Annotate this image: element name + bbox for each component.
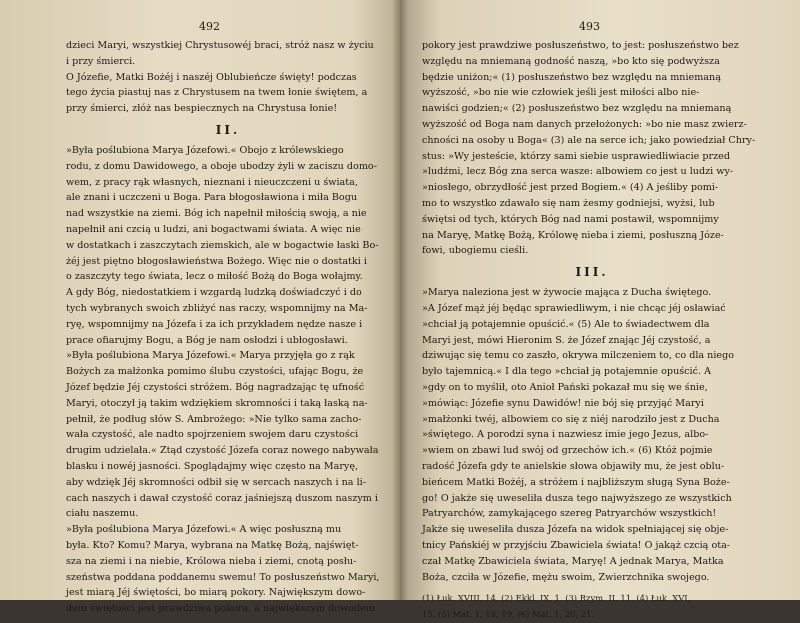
text-line: blasku i nowéj jasności. Spoglądajmy więc często na Maryę, [66, 460, 359, 472]
text-line: wała czystość, ale nadto spojrzeniem swojem daru czystości [66, 429, 359, 441]
text-line: nad wszystkie na ziemi. Bóg ich napełnił miłością swoją, a nie [66, 208, 367, 220]
text-line: ciału naszemu. [66, 508, 139, 520]
page-number: 493 [579, 20, 600, 33]
text-line: będzie uniżon;« (1) posłuszeństwo bez względu na mniemaną [422, 71, 721, 83]
text-line: wyższość, »bo nie wie człowiek jeśli jest miłości albo nie- [422, 87, 700, 99]
text-line: Boża, czciła w Józefie, mężu swoim, Zwierzchnika swojego. [422, 571, 710, 583]
text-line: o zaszczyty tego świata, lecz o miłość Bożą do Boga wołajmy. [66, 271, 363, 283]
text-line: »niosłego, obrzydłość jest przed Bogiem.« (4) A jeśliby pomi- [422, 182, 719, 194]
section-heading: II. [215, 122, 241, 137]
text-line: bieńcem Matki Bożéj, a stróżem i najbliższym sługą Syna Boże- [422, 476, 730, 488]
text-line: O Józefie, Matki Bożéj i naszéj Oblubieńcze święty! podczas [66, 71, 357, 83]
text-line: i przy śmierci. [66, 55, 136, 67]
text-line: dem świętości jest prawdziwa pokora, a największym dowodem [66, 603, 375, 615]
text-line: go! O jakże się uweseliła dusza tego najwyższego ze wszystkich [422, 492, 732, 504]
text-line: aby wdzięk Jéj skromności odbił się w sercach naszych i na li- [66, 476, 366, 488]
text-line: rodu, z domu Dawidowego, a oboje ubodzy żyli w zaciszu domo- [66, 160, 377, 172]
text-line: dziwując się temu co zaszło, okrywa milczeniem to, co dla niego [422, 350, 735, 362]
text-line: Bożych za małżonka pomimo ślubu czystości, ufając Bogu, że [66, 366, 364, 378]
text-line: Jakże się uweseliła dusza Józefa na widok spełniającej się obje- [422, 524, 729, 536]
text-line: »małżonki twéj, albowiem co się z niéj narodziło jest z Ducha [422, 413, 720, 425]
text-line: Maryi, otoczył ją takim wdziękiem skromności i taką łaską na- [66, 397, 368, 409]
left-page [0, 0, 400, 615]
text-line: żéj jest piętno błogosławieństwa Bożego. Więc nie o dostatki i [66, 255, 367, 267]
text-line: nawiści godzien;« (2) posłuszeństwo bez względu na mniemaną [422, 103, 732, 115]
text-line: »ludźmi, lecz Bóg zna serca wasze: albowiem co jest u ludzi wy- [422, 166, 734, 178]
text-line: napełnił ani czcią u ludzi, ani bogactwami świata. A więc nie [66, 223, 361, 235]
text-line: szeństwa poddana poddanemu swemu! To posłuszeństwo Maryi, [66, 571, 380, 583]
text-line: stus: »Wy jesteście, którzy sami siebie usprawiedliwiacie przed [422, 150, 730, 162]
text-line: dzieci Maryi, wszystkiej Chrystusowéj braci, stróż nasz w życiu [66, 40, 374, 51]
text-line: »gdy on to myślił, oto Anioł Pański pokazał mu się we śnie, [422, 381, 708, 393]
text-line: cach naszych i dawał czystość coraz jaśniejszą duszom naszym i [66, 492, 378, 504]
text-line: względu na mniemaną godność naszą, »bo kto się podwyższa [422, 55, 720, 67]
page-number: 492 [199, 20, 220, 33]
text-line: ale znani i uczczeni u Boga. Para błogosławiona i miła Bogu [66, 192, 358, 204]
text-line: A gdy Bóg, niedostatkiem i wzgardą ludzką doświadczyć i do [66, 287, 362, 299]
text-line: była. Kto? Komu? Marya, wybrana na Matkę Bożą, najświęt- [66, 539, 359, 551]
text-line: tych wybranych swoich zbliżyć nas raczy, wspomnijmy na Ma- [66, 302, 368, 314]
text-line: »Była poślubiona Marya Józefowi.« Marya przyjęła go z rąk [66, 350, 355, 362]
text-line: radość Józefa gdy te anielskie słowa objawiły mu, że jest oblu- [422, 460, 725, 472]
text-line: Józef będzie Jéj czystości stróżem. Bóg nagradzając tę ufność [66, 381, 365, 393]
text-line: »Marya naleziona jest w żywocie mająca z Ducha świętego. [422, 287, 712, 299]
page-text [66, 38, 390, 617]
text-line: chności na osoby u Boga« (3) ale na serce ich; jako powiedział Chry- [422, 134, 756, 146]
text-line: fowi, ubogiemu cieśli. [422, 245, 529, 257]
text-line: Maryi jest, mówi Hieronim S. że Józef znając Jéj czystość, a [422, 334, 711, 346]
footnote-line: 15. (5) Mat. 1, 18, 19. (6) Mat. 1, 20, 21. [422, 609, 595, 620]
footnote-line: (1) Łuk. XVIII, 14. (2) Ekkl. IX, 1. (3) Rzym. II, 11. (4) Łuk. XVI, [422, 593, 691, 604]
text-line: świętsi od tych, których Bóg nad nami postawił, wspomnijmy [422, 213, 719, 225]
text-line: drugim udzielała.« Ztąd czystość Józefa coraz nowego nabywała [66, 445, 379, 457]
text-line: czał Matkę Zbawiciela świata, Maryę! A jednak Marya, Matka [422, 555, 724, 567]
text-line: w dostatkach i zaszczytach ziemskich, ale w bogactwie łaski Bo- [66, 239, 379, 251]
text-line: Patryarchów, zamykającego szereg Patryarchów wszystkich! [422, 508, 717, 520]
text-line: ryę, wspomnijmy na Józefa i za ich przykładem nędze nasze i [66, 318, 363, 330]
right-page [400, 0, 800, 620]
text-line: pełnił, że podług słów S. Ambrożego: »Nie tylko sama zacho- [66, 413, 362, 425]
text-line: tnicy Pańskiéj w przyjściu Zbawiciela świata! O jakąż czcią ota- [422, 539, 731, 551]
book-spine [392, 0, 408, 600]
text-line: jest miarą Jéj świętości, bo miarą pokory. Największym dowo- [66, 587, 366, 599]
text-line: pokory jest prawdziwe posłuszeństwo, to jest: posłuszeństwo bez [422, 40, 739, 51]
text-line: mo to wszystko zdawało się nam żesmy godniejsi, wyżsi, lub [422, 197, 715, 209]
text-line: tego życia piastuj nas z Chrystusem na twem łonie świętem, a [66, 87, 368, 99]
text-line: wem, z pracy rąk własnych, nieznani i nieuczczeni u świata, [66, 176, 358, 188]
text-line: przy śmierci, złóż nas bespiecznych na Chrystusa łonie! [66, 103, 338, 115]
page-text [422, 38, 762, 623]
text-line: »świętego. A porodzi syna i nazwiesz imie jego Jezus, albo- [422, 429, 709, 441]
text-line: »chciał ją potajemnie opuścić.« (5) Ale to świadectwem dla [422, 318, 710, 330]
text-line: »wiem on zbawi lud swój od grzechów ich.« (6) Któż pojmie [422, 445, 713, 457]
section-heading: III. [575, 265, 609, 280]
text-line: prace ofiarujmy Bogu, a Bóg je nam osłodzi i ubłogosławi. [66, 334, 348, 346]
text-line: »mówiąc: Józefie synu Dawidów! nie bój się przyjąć Maryi [422, 397, 704, 409]
text-line: na Maryę, Matkę Bożą, Królowę nieba i ziemi, posłuszną Józe- [422, 229, 724, 241]
text-line: było tajemnicą.« I dla tego »chciał ją potajemnie opuścić. A [422, 366, 712, 378]
text-line: »Była poślubiona Marya Józefowi.« A więc posłuszną mu [66, 524, 342, 536]
text-line: »A Józef mąż jéj będąc sprawiedliwym, i nie chcąc jéj osławiać [422, 302, 726, 314]
text-line: wyższość od Boga nam danych przełożonych: »bo nie masz zwierz- [422, 118, 747, 130]
text-line: »Była poślubiona Marya Józefowi.« Obojo z królewskiego [66, 144, 344, 156]
text-line: sza na ziemi i na niebie, Królowa nieba i ziemi, cnotą posłu- [66, 555, 357, 567]
